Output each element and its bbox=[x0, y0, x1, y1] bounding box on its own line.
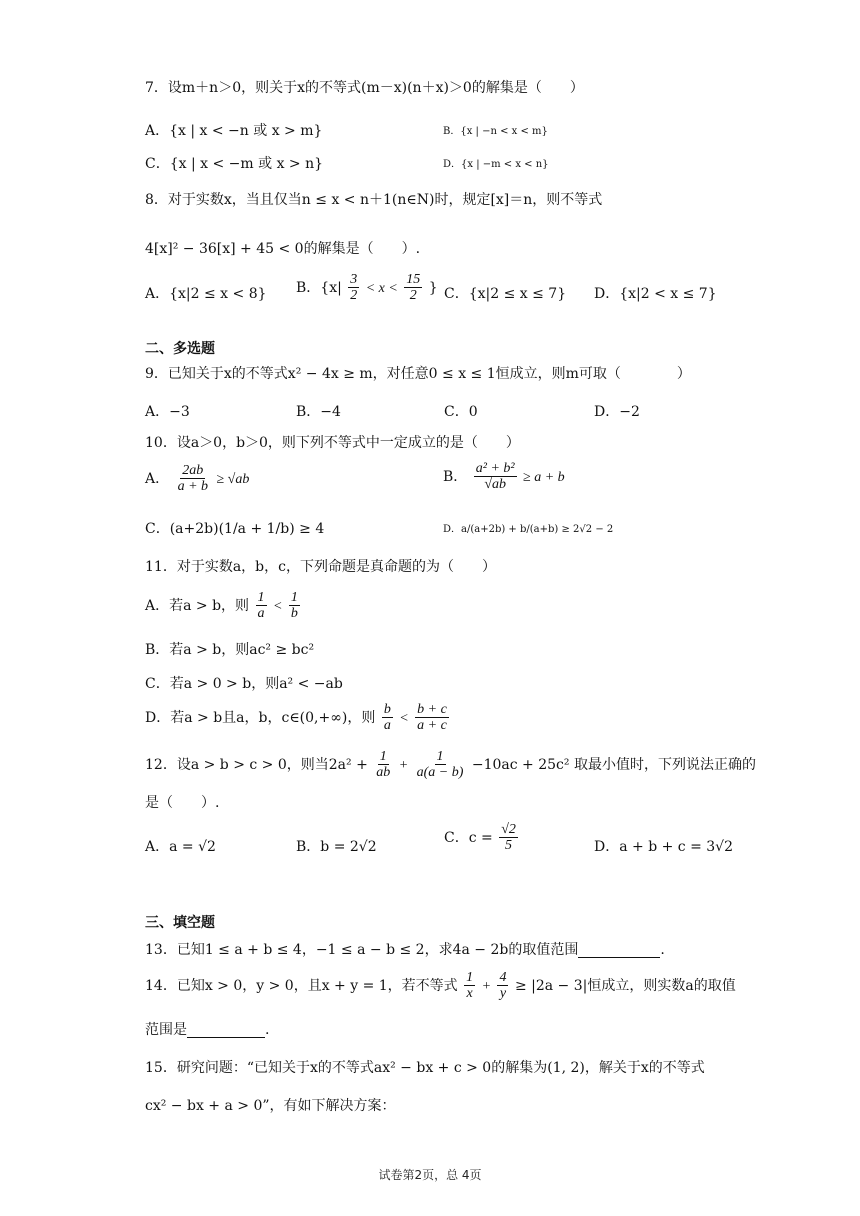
q11-option-d: D．若a > b且a，b，c∈(0,+∞)，则 $\frac{b}{a}$ < $\frac{b + c}{a + c}$ bbox=[145, 702, 447, 734]
q7-option-b: B．{x | −n < x < m} bbox=[443, 126, 548, 137]
q8-option-b-prefix: B．{x| bbox=[296, 279, 342, 296]
q8-option-b: B．{x| $\frac{3}{2}$ < x < $\frac{15}{2}$ } bbox=[296, 272, 438, 304]
q13-stem-end: . bbox=[660, 942, 665, 958]
q15-stem: 15．研究问题：“已知关于x的不等式ax² − bx + c > 0的解集为(1, 2)，解关于x的不等式 bbox=[145, 1060, 705, 1076]
q10-option-d: D．a/(a+2b) + b/(a+b) ≥ 2√2 − 2 bbox=[443, 524, 614, 535]
fraction-15-over-2: $\frac{15}{2}$ bbox=[406, 272, 421, 304]
section-multiple-choice: 二、多选题 bbox=[145, 341, 215, 357]
section-fill-in-blank: 三、填空题 bbox=[145, 915, 215, 931]
q12-option-b: B．b = 2√2 bbox=[296, 839, 377, 855]
fraction-2ab-over-a-plus-b: $\frac{2ab}{a + b}$ bbox=[177, 463, 209, 495]
q12-stem-line2: 是（ ）. bbox=[145, 795, 220, 811]
fraction-4-over-y: $\frac{4}{y}$ bbox=[499, 970, 507, 1002]
q10-stem: 10．设a＞0，b＞0，则下列不等式中一定成立的是（ ） bbox=[145, 435, 520, 451]
fraction-1-over-x: $\frac{1}{x}$ bbox=[466, 970, 474, 1002]
q12-option-c bbox=[444, 822, 520, 854]
q8-stem-line2: 4[x]² − 36[x] + 45 < 0的解集是（ ）. bbox=[145, 241, 421, 257]
fraction-b-over-a: $\frac{b}{a}$ bbox=[383, 702, 391, 734]
q14-stem-end: . bbox=[265, 1022, 270, 1038]
q11-stem: 11．对于实数a，b，c，下列命题是真命题的为（ ） bbox=[145, 559, 496, 575]
q11-option-d-label: D．若a > b且a，b，c∈(0,+∞)，则 bbox=[145, 709, 376, 726]
fraction-3-over-2: $\frac{3}{2}$ bbox=[350, 272, 358, 304]
fraction-sqrt2-over-5: $\frac{√2}{5}$ bbox=[501, 822, 516, 854]
q8-option-b-suffix: } bbox=[428, 279, 438, 296]
q9-option-c: C．0 bbox=[444, 404, 478, 420]
q10-option-a bbox=[145, 463, 249, 495]
fraction-1-over-ab: $\frac{1}{ab}$ bbox=[376, 749, 391, 781]
q14-stem-line2-text: 范围是 bbox=[145, 1022, 187, 1038]
q10-option-a-tail: ≥ √ab bbox=[216, 471, 250, 487]
q7-option-a: A．{x | x < −n 或 x > m} bbox=[145, 123, 323, 139]
q12-option-a: A．a = √2 bbox=[145, 839, 216, 855]
fraction-b-plus-c-over-a-plus-c: $\frac{b + c}{a + c}$ bbox=[417, 702, 447, 734]
q11-option-a: A．若a > b，则 $\frac{1}{a}$ < $\frac{1}{b}$ bbox=[145, 590, 298, 622]
q12-stem-suffix: −10ac + 25c² 取最小值时，下列说法正确的 bbox=[471, 756, 756, 773]
fraction-a2-plus-b2-over-sqrt-ab: $\frac{\text{a² + b²}}{√ab}$ bbox=[475, 461, 515, 493]
q10-option-b bbox=[443, 461, 565, 493]
q10-option-c: C．(a+2b)(1/a + 1/b) ≥ 4 bbox=[145, 521, 325, 537]
page-footer: 试卷第2页，总 4页 bbox=[378, 1168, 482, 1182]
q10-option-a-label: A． bbox=[145, 470, 170, 487]
q8-stem: 8．对于实数x，当且仅当n ≤ x < n＋1(n∈N)时，规定[x]＝n，则不等式 bbox=[145, 192, 603, 208]
q8-option-c: C．{x|2 ≤ x ≤ 7} bbox=[444, 286, 567, 302]
fraction-1-over-a: $\frac{1}{a}$ bbox=[257, 590, 265, 622]
q15-stem-line2: cx² − bx + a > 0”，有如下解决方案： bbox=[145, 1098, 396, 1114]
q9-stem: 9．已知关于x的不等式x² − 4x ≥ m，对任意0 ≤ x ≤ 1恒成立，则m可取（ ） bbox=[145, 366, 691, 382]
q8-option-d: D．{x|2 < x ≤ 7} bbox=[594, 286, 717, 302]
q9-option-b: B．−4 bbox=[296, 404, 341, 420]
q10-option-b-tail: ≥ a + b bbox=[523, 469, 565, 485]
q14-stem-suffix: ≥ |2a − 3|恒成立，则实数a的取值 bbox=[514, 977, 736, 994]
q9-option-a: A．−3 bbox=[145, 404, 190, 420]
fraction-1-over-a-a-minus-b: $\frac{1}{a(a - b)}$ bbox=[416, 749, 464, 781]
q7-stem: 7．设m＋n＞0，则关于x的不等式(m－x)(n＋x)＞0的解集是（ ） bbox=[145, 80, 584, 96]
q7-option-d: D．{x | −m < x < n} bbox=[443, 159, 549, 170]
q14-answer-blank[interactable] bbox=[187, 1023, 265, 1038]
q11-option-b: B．若a > b，则ac² ≥ bc² bbox=[145, 642, 315, 658]
q12-stem-prefix: 12．设a > b > c > 0，则当2a² + bbox=[145, 756, 368, 773]
q14-stem-prefix: 14．已知x > 0，y > 0，且x + y = 1，若不等式 bbox=[145, 977, 458, 994]
q10-option-b-label: B． bbox=[443, 468, 468, 485]
q13-stem bbox=[145, 942, 665, 958]
q13-answer-blank[interactable] bbox=[578, 943, 660, 958]
q13-stem-text: 13．已知1 ≤ a + b ≤ 4，−1 ≤ a − b ≤ 2，求4a − 2b的取值范围 bbox=[145, 942, 579, 958]
q12-stem: 12．设a > b > c > 0，则当2a² + $\frac{1}{ab}$ + $\frac{1}{a(a - b)}$ −10ac + 25c² 取最小值时，下列说法正确的 bbox=[145, 749, 756, 781]
fraction-1-over-b: $\frac{1}{b}$ bbox=[290, 590, 298, 622]
q8-option-a: A．{x|2 ≤ x < 8} bbox=[145, 286, 267, 302]
q12-option-c-label: C．c = bbox=[444, 829, 493, 846]
q11-option-c: C．若a > 0 > b，则a² < −ab bbox=[145, 676, 343, 692]
q14-stem: 14．已知x > 0，y > 0，且x + y = 1，若不等式 $\frac{1}{x}$ + $\frac{4}{y}$ ≥ |2a − 3|恒成立，则实数a的取值 bbox=[145, 970, 736, 1002]
q12-option-d: D．a + b + c = 3√2 bbox=[594, 839, 734, 855]
q9-option-d: D．−2 bbox=[594, 404, 640, 420]
q14-stem-line2 bbox=[145, 1022, 269, 1038]
q11-option-a-label: A．若a > b，则 bbox=[145, 597, 250, 614]
q7-option-c: C．{x | x < −m 或 x > n} bbox=[145, 156, 324, 172]
